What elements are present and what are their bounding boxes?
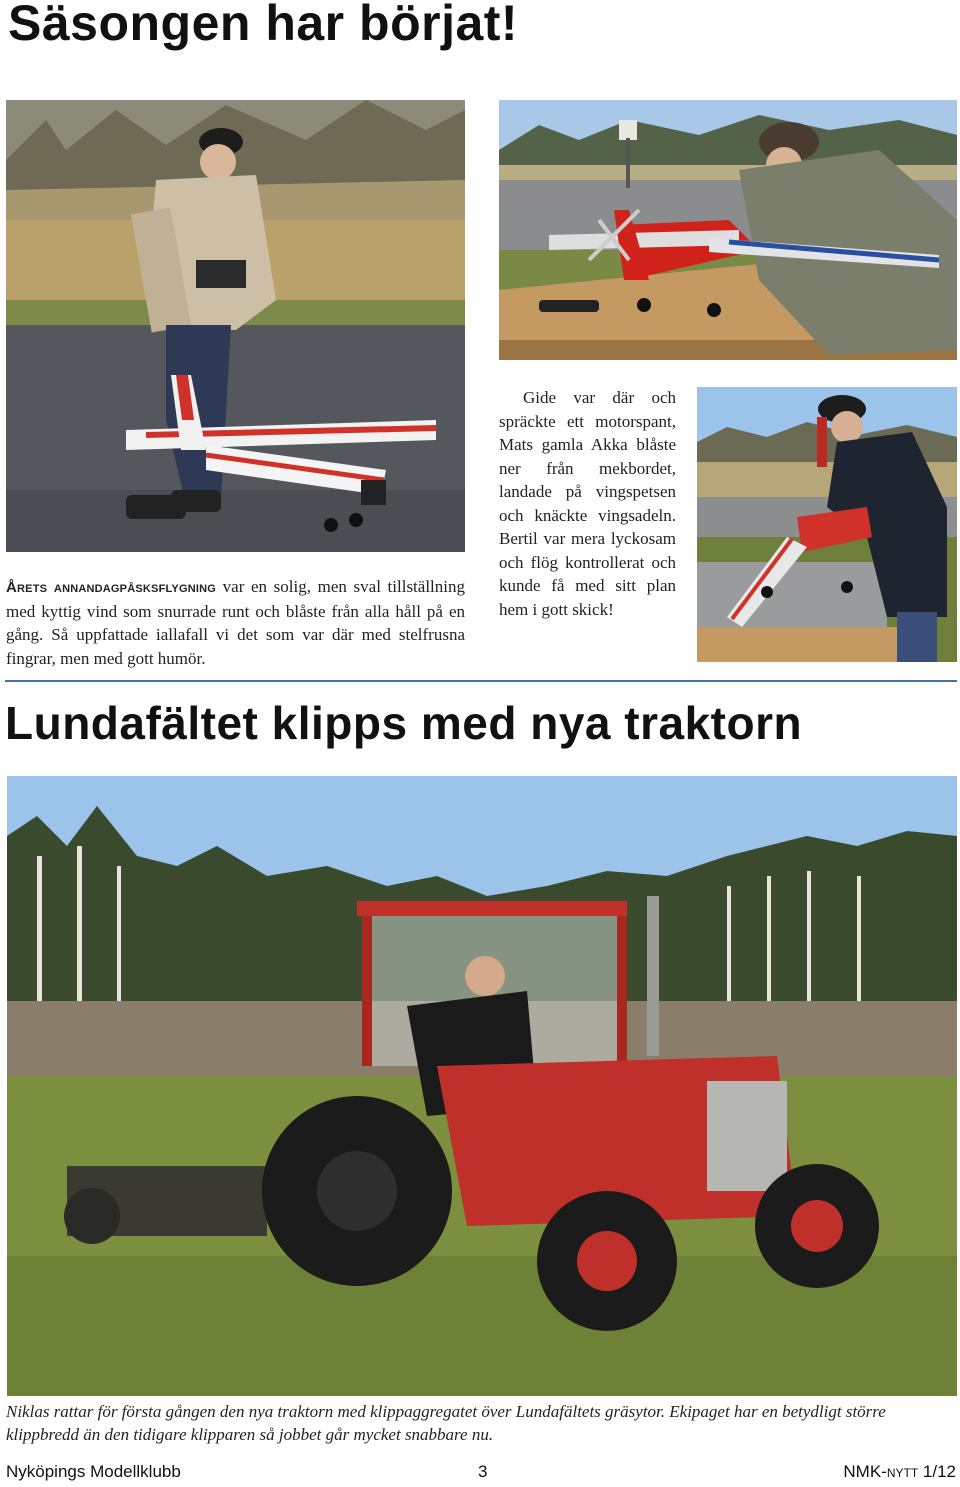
article1-body: var en solig, men sval tillställning med kyttig vind som snurrade runt och blåste från alla håll på en gång. Så uppfattade iallafall vi det som var där med stelfrusna fingrar, men med gott humör. bbox=[6, 577, 465, 668]
article1-column1 bbox=[6, 575, 465, 670]
footer-club: Nyköpings Modellklubb bbox=[6, 1462, 181, 1481]
article1-lead-in: Årets annandagpåsksflygning bbox=[6, 579, 217, 596]
section-heading: Lundafältet klipps med nya traktorn bbox=[5, 697, 803, 749]
photo-plane-launch bbox=[6, 100, 465, 552]
tractor-caption: Niklas rattar för första gången den nya traktorn med klippaggregatet över Lundafältets gräsytor. Ekipaget har en betydligt större klippbredd än den tidigare klipparen så jobbet går mycket snabbare nu. bbox=[6, 1402, 886, 1444]
page-title: Säsongen har börjat! bbox=[8, 0, 519, 51]
footer-issue bbox=[843, 1462, 956, 1482]
footer-issue-name: nytt bbox=[886, 1462, 919, 1481]
photo-workbench bbox=[697, 387, 957, 662]
section-divider bbox=[5, 680, 957, 682]
footer-issue-number: 1/12 bbox=[918, 1462, 956, 1481]
photo-plane-repair bbox=[499, 100, 957, 360]
footer-issue-prefix: NMK- bbox=[843, 1462, 887, 1481]
footer-page-number: 3 bbox=[478, 1462, 488, 1481]
article1-column2: Gide var där och spräckte ett motorspant, Mats gamla Akka blåste ner från mekbordet, landade på vingspetsen och knäckte vingsadeln. Bertil var mera lyckosam och flög kontrollerat och kunde få med sitt plan hem i gott skick! bbox=[499, 388, 676, 619]
photo-tractor bbox=[7, 776, 957, 1396]
